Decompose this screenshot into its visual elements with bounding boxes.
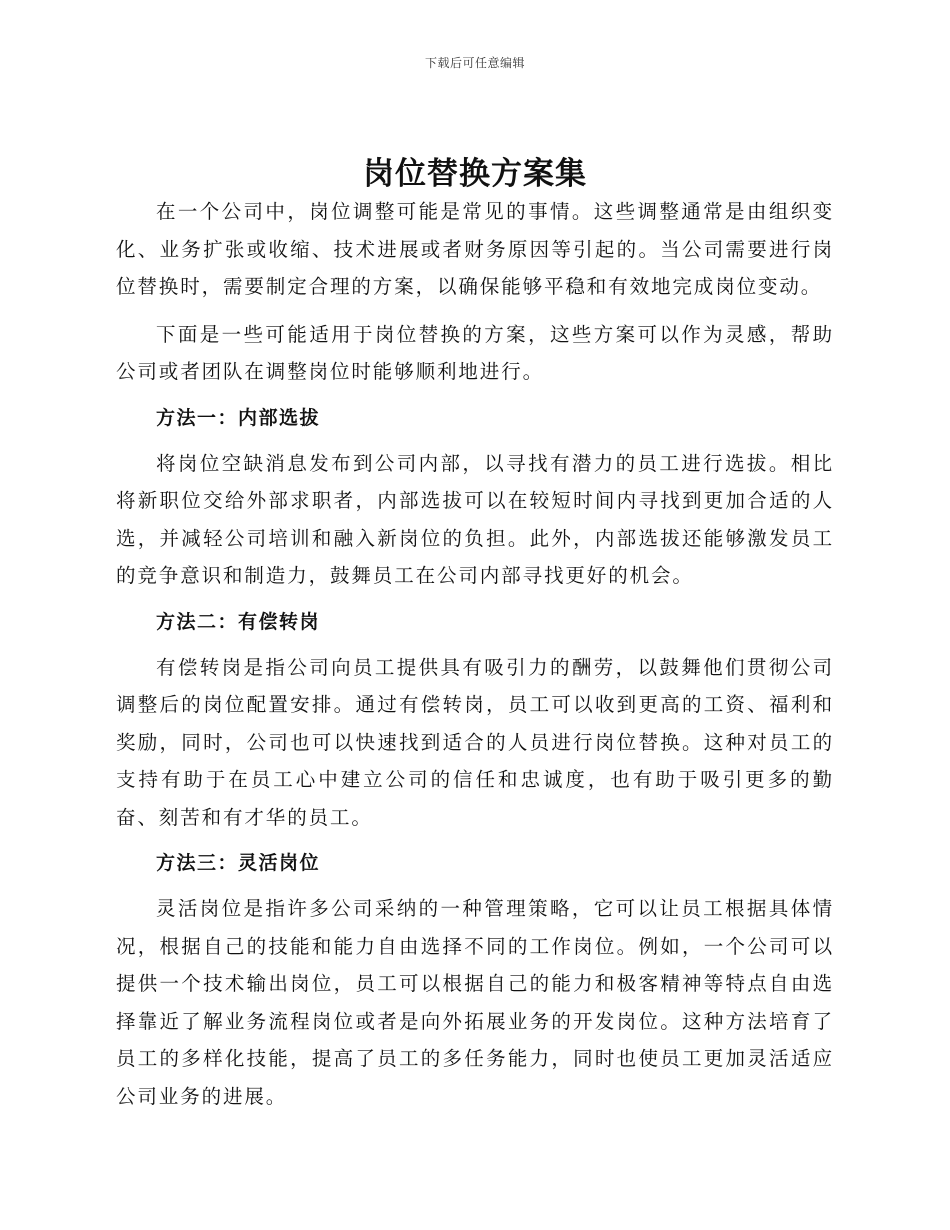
method-1-paragraph: 将岗位空缺消息发布到公司内部，以寻找有潜力的员工进行选拔。相比将新职位交给外部求职者，内部选拔可以在较短时间内寻找到更加合适的人选，并减轻公司培训和融入新岗位的负担。此外，内部选拔还能够激发员工的竞争意识和制造力，鼓舞员工在公司内部寻找更好的机会。 — [116, 451, 834, 587]
document-title: 岗位替换方案集 — [363, 156, 587, 192]
method-2-paragraph: 有偿转岗是指公司向员工提供具有吸引力的酬劳，以鼓舞他们贯彻公司调整后的岗位配置安排。通过有偿转岗，员工可以收到更高的工资、福利和奖励，同时，公司也可以快速找到适合的人员进行岗位替换。这种对员工的支持有助于在员工心中建立公司的信任和忠诚度，也有助于吸引更多的勤奋、刻苦和有才华的员工。 — [116, 655, 834, 829]
method-1-heading: 方法一：内部选拔 — [156, 406, 321, 429]
intro-paragraph-1: 在一个公司中，岗位调整可能是常见的事情。这些调整通常是由组织变化、业务扩张或收缩、技术进展或者财务原因等引起的。当公司需要进行岗位替换时，需要制定合理的方案，以确保能够平稳和有效地完成岗位变动。 — [116, 200, 834, 298]
intro-paragraph-2: 下面是一些可能适用于岗位替换的方案，这些方案可以作为灵感，帮助公司或者团队在调整岗位时能够顺利地进行。 — [116, 322, 834, 383]
header-note: 下载后可任意编辑 — [424, 56, 525, 70]
method-3-paragraph: 灵活岗位是指许多公司采纳的一种管理策略，它可以让员工根据具体情况，根据自己的技能和能力自由选择不同的工作岗位。例如，一个公司可以提供一个技术输出岗位，员工可以根据自己的能力和极客精神等特点自由选择靠近了解业务流程岗位或者是向外拓展业务的开发岗位。这种方法培育了员工的多样化技能，提高了员工的多任务能力，同时也使员工更加灵活适应公司业务的进展。 — [116, 897, 834, 1108]
method-2-heading: 方法二：有偿转岗 — [156, 610, 321, 633]
document-body — [116, 193, 834, 1125]
method-3-heading: 方法三：灵活岗位 — [156, 852, 321, 874]
